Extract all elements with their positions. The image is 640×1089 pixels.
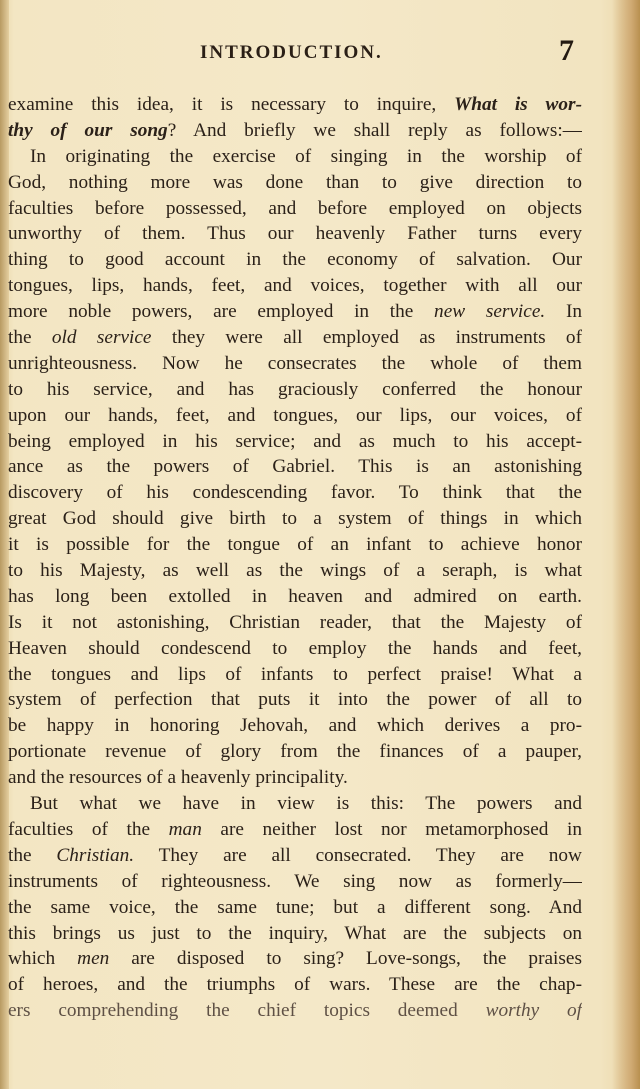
paragraph-end-line: and the resources of a heavenly principality.	[8, 767, 348, 789]
text-line: to his Majesty, as well as the wings of a seraph, is what	[8, 560, 582, 582]
text-line: ance as the powers of Gabriel. This is an astonishing	[8, 456, 582, 478]
text-line: the old service they were all employed as instruments of	[8, 327, 582, 349]
text-line: examine this idea, it is necessary to inquire, What is wor-	[8, 94, 582, 115]
page-header	[0, 34, 640, 70]
paragraph-start-line: In originating the exercise of singing in the worship of	[30, 145, 582, 167]
text-line: unworthy of them. Thus our heavenly Father turns every	[8, 223, 582, 245]
text-line: be happy in honoring Jehovah, and which derives a pro-	[8, 715, 582, 737]
text-line: the Christian. They are all consecrated. They are now	[8, 844, 582, 866]
text-line: discovery of his condescending favor. To think that the	[8, 482, 582, 504]
text-line: portionate revenue of glory from the finances of a pauper,	[8, 741, 582, 763]
text-line: more noble powers, are employed in the new service. In	[8, 301, 582, 323]
text-line: the same voice, the same tune; but a different song. And	[8, 896, 582, 918]
text-line: faculties before possessed, and before employed on objects	[8, 197, 582, 219]
text-line: thy of our song? And briefly we shall reply as follows:—	[8, 119, 582, 141]
text-line: to his service, and has graciously conferred the honour	[8, 378, 582, 400]
running-head: INTRODUCTION.	[200, 42, 383, 63]
text-line: great God should give birth to a system of things in which	[8, 508, 582, 530]
text-line: Is it not astonishing, Christian reader, that the Majesty of	[8, 611, 582, 633]
text-line: Heaven should condescend to employ the hands and feet,	[8, 637, 582, 659]
text-line: the tongues and lips of infants to perfect praise! What a	[8, 663, 582, 685]
text-line: thing to good account in the economy of salvation. Our	[8, 249, 582, 271]
text-line: God, nothing more was done than to give direction to	[8, 171, 582, 193]
page-right-edge-shadow	[612, 0, 640, 1089]
text-line: being employed in his service; and as much to his accept-	[8, 430, 582, 452]
text-line: tongues, lips, hands, feet, and voices, together with all our	[8, 275, 582, 297]
text-line: ers comprehending the chief topics deemed worthy of	[8, 1000, 582, 1022]
text-line: which men are disposed to sing? Love-songs, the praises	[8, 948, 582, 970]
body-text	[8, 92, 582, 1024]
text-line: this brings us just to the inquiry, What are the subjects on	[8, 922, 582, 944]
text-line: has long been extolled in heaven and admired on earth.	[8, 585, 582, 607]
paragraph-start-line: But what we have in view is this: The powers and	[30, 793, 582, 815]
page-number: 7	[559, 34, 574, 67]
text-line: faculties of the man are neither lost nor metamorphosed in	[8, 818, 582, 840]
text-line: upon our hands, feet, and tongues, our lips, our voices, of	[8, 404, 582, 426]
text-line: it is possible for the tongue of an infant to achieve honor	[8, 534, 582, 556]
text-line: of heroes, and the triumphs of wars. These are the chap-	[8, 974, 582, 996]
text-line: system of perfection that puts it into the power of all to	[8, 689, 582, 711]
text-line: instruments of righteousness. We sing now as formerly—	[8, 870, 582, 892]
text-line: unrighteousness. Now he consecrates the whole of them	[8, 352, 582, 374]
